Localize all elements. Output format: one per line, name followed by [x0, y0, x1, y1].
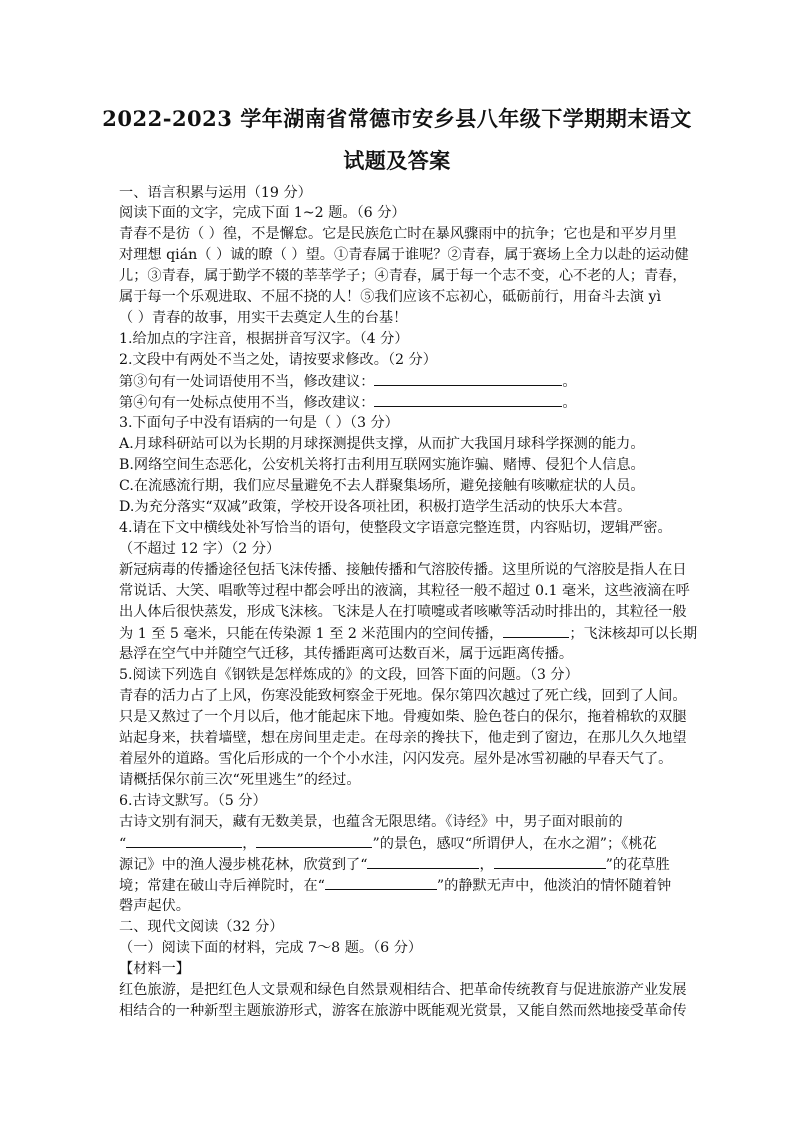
passage-text: 源记》中的渔人漫步桃花林，欣赏到了“ — [119, 857, 368, 873]
comma-text: ， — [242, 836, 257, 852]
passage-line: 青春的活力占了上风，伤寒没能致柯察金于死地。保尔第四次越过了死亡线，回到了人间。 — [119, 688, 687, 704]
passage-line: 悬浮在空气中并随空气迁移，其传播距离可达数百米，属于远距离传播。 — [119, 646, 574, 662]
question-5-prompt: 请概括保尔前三次“死里逃生”的经过。 — [119, 772, 361, 788]
question-2: 2.文段中有两处不当之处，请按要求修改。（2 分） — [119, 352, 437, 368]
passage-line-with-blank — [119, 623, 697, 644]
passage-text: 境；常建在破山寺后禅院时，在“ — [119, 878, 325, 894]
option-d: D.为充分落实“双减”政策，学校开设各项社团，积极打造学生活动的快乐大本营。 — [119, 499, 632, 515]
section-heading-1: 一、语言积累与运用（19 分） — [119, 185, 312, 201]
question-4: 4.请在下文中横线处补写恰当的语句，使整段文字语意完整连贯，内容贴切，逻辑严密。 — [119, 520, 672, 536]
passage-line: 着屋外的道路。雪化后形成的一个个小水洼，闪闪发亮。屋外是冰雪初融的早春天气了。 — [119, 751, 673, 767]
document-title-line-1: 2022-2023 学年湖南省常德市安乡县八年级下学期期末语文 — [102, 106, 692, 131]
passage-line: 古诗文别有洞天，藏有无数美景，也蕴含无限思绪。《诗经》中，男子面对眼前的 — [119, 814, 623, 830]
question-1: 1.给加点的字注音，根据拼音写汉字。（4 分） — [119, 331, 409, 347]
question-4-note: （不超过 12 字）（2 分） — [119, 541, 281, 557]
option-c: C.在流感流行期，我们应尽量避免不去人群聚集场所，避免接触有咳嗽症状的人员。 — [119, 478, 645, 494]
question-6: 6.古诗文默写。（5 分） — [119, 793, 267, 809]
question-2-part-2 — [119, 392, 577, 413]
passage-line: 青春不是彷（ ）徨，不是懈怠。它是民族危亡时在暴风骤雨中的抗争；它也是和平岁月里 — [119, 226, 677, 242]
passage-line: （ ）青春的故事，用实干去奠定人生的台基！ — [119, 310, 408, 326]
material-label: 【材料一】 — [119, 961, 190, 977]
answer-blank[interactable] — [256, 833, 372, 848]
passage-line: 常说话、大笑、唱歌等过程中都会呼出的液滴，其粒径一般不超过 0.1 毫米，这些液滴在呼 — [119, 583, 690, 599]
passage-line: 磬声起伏。 — [119, 898, 190, 914]
passage-line: 对理想 qián（ ）诚的瞭（ ）望。①青春属于谁呢？②青春，属于赛场上全力以赴的运动健 — [119, 247, 689, 263]
passage-line: 出人体后很快蒸发，形成飞沫核。飞沫是人在打喷嚏或者咳嗽等活动时排出的，其粒径一般 — [119, 604, 687, 620]
passage-line: 儿；③青春，属于勤学不辍的莘莘学子；④青春，属于每一个志不变，心不老的人；青春， — [119, 268, 687, 284]
passage-line: 只是又熬过了一个月以后，他才能起床下地。骨瘦如柴、脸色苍白的保尔，拖着棉软的双腿 — [119, 709, 687, 725]
passage-line: 红色旅游，是把红色人文景观和绿色自然景观相结合、把革命传统教育与促进旅游产业发展 — [119, 982, 687, 998]
question-2-part-1-text: 第③句有一处词语使用不当，修改建议： — [119, 374, 375, 390]
passage-text: ”的景色，感叹“所谓伊人，在水之湄”；《桃花 — [372, 836, 657, 852]
period-text: 。 — [562, 374, 577, 390]
question-5: 5.阅读下列选自《钢铁是怎样炼成的》的文段，回答下面的问题。（3 分） — [119, 667, 579, 683]
answer-blank[interactable] — [325, 875, 437, 890]
section-heading-2: 二、现代文阅读（32 分） — [119, 919, 284, 935]
poem-blank-line-3 — [119, 875, 671, 896]
answer-blank[interactable] — [367, 854, 479, 869]
document-title-line-2: 试题及答案 — [343, 148, 451, 173]
answer-blank[interactable] — [374, 392, 562, 407]
answer-blank[interactable] — [126, 833, 242, 848]
passage-line: 相结合的一种新型主题旅游形式，游客在旅游中既能观光赏景，又能自然而然地接受革命传 — [119, 1003, 687, 1019]
option-a: A.月球科研站可以为长期的月球探测提供支撑，从而扩大我国月球科学探测的能力。 — [119, 436, 645, 452]
subsection-heading: （一）阅读下面的材料，完成 7～8 题。（6 分） — [119, 940, 423, 956]
option-b: B.网络空间生态恶化，公安机关将打击利用互联网实施诈骗、赌博、侵犯个人信息。 — [119, 457, 645, 473]
answer-blank[interactable] — [503, 623, 569, 638]
passage-line: 属于每一个乐观进取、不屈不挠的人！⑤我们应该不忘初心，砥砺前行，用奋斗去演 yì — [119, 289, 662, 305]
passage-text: ”的静默无声中，他淡泊的情怀随着钟 — [436, 878, 672, 894]
poem-blank-line-2 — [119, 854, 670, 875]
poem-blank-line-1 — [119, 833, 657, 854]
quote-open-text: “ — [119, 836, 127, 852]
passage-line: 站起身来，扶着墙壁，想在房间里走走。在母亲的搀扶下，他走到了窗边，在那儿久久地望 — [119, 730, 687, 746]
passage-text: ”的花草胜 — [605, 857, 670, 873]
question-2-part-1 — [119, 371, 577, 392]
passage-text: ；飞沫核却可以长期 — [569, 626, 698, 642]
comma-text: ， — [479, 857, 494, 873]
question-3: 3.下面句子中没有语病的一句是（ ）（3 分） — [119, 415, 399, 431]
question-2-part-2-text: 第④句有一处标点使用不当，修改建议： — [119, 395, 375, 411]
passage-line: 新冠病毒的传播途径包括飞沫传播、接触传播和气溶胶传播。这里所说的气溶胶是指人在日 — [119, 562, 687, 578]
answer-blank[interactable] — [374, 371, 562, 386]
period-text: 。 — [562, 395, 577, 411]
instruction-text: 阅读下面的文字，完成下面 1~2 题。（6 分） — [119, 205, 406, 221]
passage-text: 为 1 至 5 毫米，只能在传染源 1 至 2 米范围内的空间传播， — [119, 626, 504, 642]
answer-blank[interactable] — [494, 854, 606, 869]
